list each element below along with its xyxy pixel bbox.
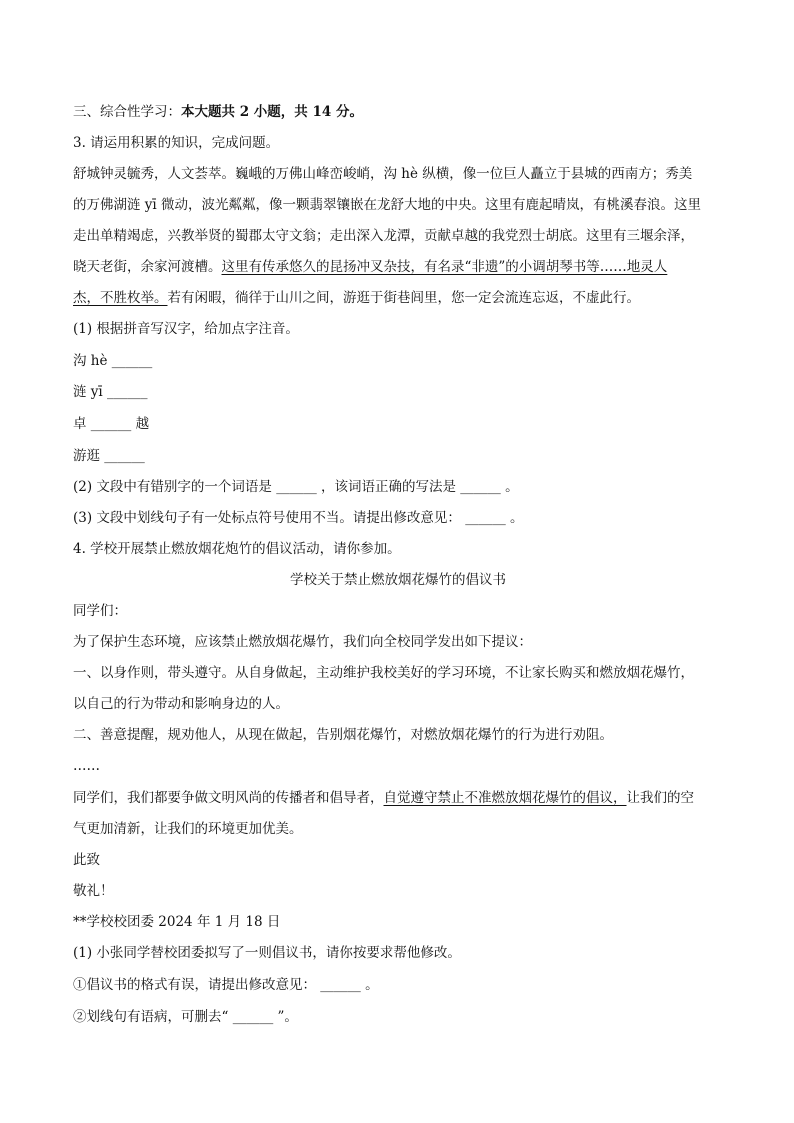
salutation-1: 此致 xyxy=(73,852,100,868)
q4-sub1: (1) 小张同学替校团委拟写了一则倡议书，请你按要求帮他修改。 xyxy=(73,945,461,961)
proposal-ellipsis: …… xyxy=(73,758,100,774)
q3-passage-line-2: 的万佛湖涟 yī 微动，波光粼粼，像一颗翡翠镶嵌在龙舒大地的中央。这里有鹿起晴岚，有桃溪春浪。这里 xyxy=(73,197,702,213)
q3-answer-3: 卓 ______ 越 xyxy=(73,416,150,432)
q3-passage-line-4: 晓天老街，余家河渡槽。这里有传承悠久的昆扬冲叉杂技，有名录“非遗”的小调胡琴书等……地灵人 xyxy=(73,259,668,275)
q3-title: 3. 请运用积累的知识，完成问题。 xyxy=(73,135,280,151)
q4-title: 4. 学校开展禁止燃放烟花炮竹的倡议活动，请你参加。 xyxy=(73,541,401,557)
q3-sub3: (3) 文段中划线句子有一处标点符号使用不当。请提出修改意见： ______ 。 xyxy=(73,510,524,526)
q4-sub1-b: ②划线句有语病，可删去“ ______ ”。 xyxy=(73,1009,298,1025)
underlined-sentence-part-1: 这里有传承悠久的昆扬冲叉杂技，有名录“非遗”的小调胡琴书等……地灵人 xyxy=(221,259,668,275)
q3-passage-line-3: 走出单精竭虑，兴教举贤的蜀郡太守文翁；走出深入龙潭，贡献卓越的我党烈士胡底。这里有三堰余泽， xyxy=(73,228,694,244)
proposal-greeting: 同学们： xyxy=(73,603,127,619)
proposal-item-1-cont: 以自己的行为带动和影响身边的人。 xyxy=(73,696,289,712)
underlined-sentence-part-2: 杰，不胜枚举。 xyxy=(73,290,168,306)
q3-sub2: (2) 文段中有错别字的一个词语是 ______ ，该词语正确的写法是 ______ 。 xyxy=(73,479,519,495)
q3-passage-line-1: 舒城钟灵毓秀，人文荟萃。巍峨的万佛山峰峦峻峭，沟 hè 纵横，像一位巨人矗立于县城的西南方；秀美 xyxy=(73,166,693,182)
proposal-item-1: 一、以身作则，带头遵守。从自身做起，主动维护我校美好的学习环境，不让家长购买和燃放烟花爆竹， xyxy=(73,665,694,681)
q3-answer-2: 涟 yī ______ xyxy=(73,384,148,400)
proposal-title: 学校关于禁止燃放烟花爆竹的倡议书 xyxy=(290,572,506,588)
proposal-closing-cont: 气更加清新，让我们的环境更加优美。 xyxy=(73,821,303,837)
q3-passage-line-5: 杰，不胜枚举。若有闲暇，徜徉于山川之间，游逛于街巷闾里，您一定会流连忘返，不虚此行。 xyxy=(73,290,640,306)
proposal-signature: **学校校团委 2024 年 1 月 18 日 xyxy=(73,914,281,930)
q3-sub1: (1) 根据拼音写汉字，给加点字注音。 xyxy=(73,321,299,337)
proposal-intro: 为了保护生态环境，应该禁止燃放烟花爆竹，我们向全校同学发出如下提议： xyxy=(73,634,532,650)
q3-answer-4: 游逛 ______ xyxy=(73,448,145,464)
proposal-closing: 同学们，我们都要争做文明风尚的传播者和倡导者，自觉遵守禁止不准燃放烟花爆竹的倡议，让我们的空 xyxy=(73,790,694,806)
underlined-sentence: 自觉遵守禁止不准燃放烟花爆竹的倡议， xyxy=(383,790,627,806)
q3-answer-1: 沟 hè ______ xyxy=(73,353,153,369)
q4-sub1-a: ①倡议书的格式有误，请提出修改意见： ______ 。 xyxy=(73,977,379,993)
section-header: 三、综合性学习：本大题共 2 小题，共 14 分。 xyxy=(73,104,363,120)
salutation-2: 敬礼！ xyxy=(73,883,114,899)
proposal-item-2: 二、善意提醒，规劝他人，从现在做起，告别烟花爆竹，对燃放烟花爆竹的行为进行劝阻。 xyxy=(73,727,613,743)
